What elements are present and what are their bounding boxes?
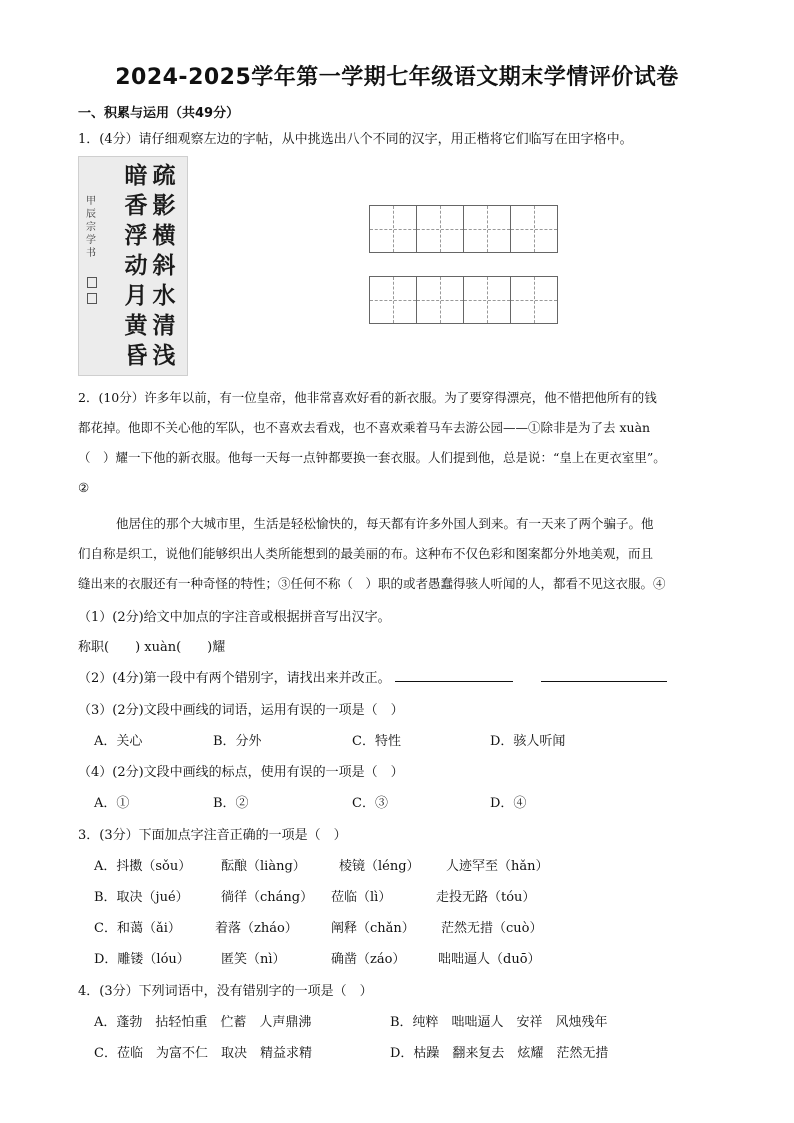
answer-blank[interactable] [395, 667, 513, 682]
calligraphy-char: 斜 [152, 252, 176, 279]
option-item: 酝酿（liàng） [221, 859, 306, 874]
section-heading: 一、积累与运用（共49分） [78, 106, 240, 121]
grid-cell[interactable] [463, 205, 511, 253]
writing-grid-row-2[interactable] [369, 276, 558, 324]
seal-icon [87, 293, 97, 304]
calligraphy-char: 动 [124, 252, 148, 279]
q2-passage-line: 缝出来的衣服还有一种奇怪的特性；③任何不称（ ）职的或者愚蠢得骇人听闻的人，都看不见这衣服。④ [78, 576, 666, 591]
calligraphy-char: 黄 [124, 312, 148, 339]
option[interactable]: B．分外 [213, 734, 262, 749]
calligraphy-char: 月 [124, 282, 148, 309]
signature-char: 宗 [86, 222, 96, 233]
grid-cell[interactable] [416, 276, 464, 324]
option[interactable]: B．② [213, 796, 249, 811]
seal-icon [87, 277, 97, 288]
option-item: 确凿（záo） [331, 952, 406, 967]
writing-grid-row-1[interactable] [369, 205, 558, 253]
signature-char: 书 [86, 248, 96, 259]
q2-passage-line: 2．(10分）许多年以前，有一位皇帝，他非常喜欢好看的新衣服。为了要穿得漂亮，他不惜把他所有的钱 [78, 390, 657, 405]
q2-sub3: （3）(2分)文段中画线的词语，运用有误的一项是（ ） [78, 703, 404, 718]
q2-sub2 [78, 667, 667, 686]
calligraphy-char: 疏 [152, 162, 176, 189]
q2-passage-line: 都花掉。他即不关心他的军队，也不喜欢去看戏，也不喜欢乘着马车去游公园——①除非是为了去 xuàn [78, 420, 651, 435]
grid-cell[interactable] [510, 276, 558, 324]
q2-passage-line: 们自称是织工，说他们能够织出人类所能想到的最美丽的布。这种布不仅色彩和图案都分外地美观，而且 [78, 546, 654, 561]
calligraphy-char: 横 [152, 222, 176, 249]
answer-blank[interactable] [541, 667, 667, 682]
option[interactable]: A．关心 [94, 734, 143, 749]
option[interactable]: C．莅临 为富不仁 取决 精益求精 [94, 1046, 312, 1061]
q2-passage-line: （ ）耀一下他的新衣服。他每一天每一点钟都要换一套衣服。人们提到他，总是说：“皇上在更衣室里”。 [78, 450, 666, 465]
calligraphy-image [78, 156, 188, 376]
q2-passage-line: 他居住的那个大城市里，生活是轻松愉快的，每天都有许多外国人到来。有一天来了两个骗子。他 [116, 516, 654, 531]
option[interactable]: B．取决（jué） [94, 890, 189, 905]
calligraphy-char: 清 [152, 312, 176, 339]
q2-sub1-fill[interactable]: 称职( ) xuàn( )耀 [78, 640, 226, 655]
option-item: 阐释（chǎn） [331, 921, 415, 936]
option-item: 棱镜（léng） [339, 859, 420, 874]
calligraphy-column-2 [123, 161, 149, 371]
calligraphy-char: 昏 [124, 342, 148, 369]
grid-cell[interactable] [369, 205, 417, 253]
calligraphy-char: 浮 [124, 222, 148, 249]
option[interactable]: A．蓬勃 拈轻怕重 伫蓄 人声鼎沸 [94, 1015, 312, 1030]
option-item: 匿笑（nì） [221, 952, 286, 967]
option[interactable]: C．特性 [352, 734, 401, 749]
grid-cell[interactable] [416, 205, 464, 253]
option-item: 走投无路（tóu） [436, 890, 536, 905]
option-item: 莅临（lì） [331, 890, 392, 905]
q4-stem: 4．(3分）下列词语中，没有错别字的一项是（ ） [78, 984, 373, 999]
option[interactable]: C．和蔼（ǎi） [94, 921, 181, 936]
page-title: 2024-2025学年第一学期七年级语文期末学情评价试卷 [115, 65, 679, 90]
signature-char: 甲 [86, 196, 96, 207]
calligraphy-char: 香 [124, 192, 148, 219]
calligraphy-char: 水 [152, 282, 176, 309]
grid-cell[interactable] [510, 205, 558, 253]
signature-char: 辰 [86, 209, 96, 220]
q3-stem: 3．(3分）下面加点字注音正确的一项是（ ） [78, 828, 347, 843]
calligraphy-char: 浅 [152, 342, 176, 369]
option[interactable]: D．④ [490, 796, 527, 811]
calligraphy-column-1 [151, 161, 177, 371]
option-item: 人迹罕至（hǎn） [446, 859, 549, 874]
option-item: 着落（zháo） [215, 921, 298, 936]
q2-sub4: （4）(2分)文段中画线的标点，使用有误的一项是（ ） [78, 765, 404, 780]
grid-cell[interactable] [463, 276, 511, 324]
calligraphy-char: 暗 [124, 162, 148, 189]
calligraphy-signature [85, 195, 97, 260]
option[interactable]: A．① [94, 796, 130, 811]
option[interactable]: C．③ [352, 796, 388, 811]
q1-stem: 1．(4分）请仔细观察左边的字帖，从中挑选出八个不同的汉字，用正楷将它们临写在田字格中。 [78, 132, 633, 147]
option[interactable]: A．抖擞（sǒu） [94, 859, 192, 874]
signature-char: 学 [86, 235, 96, 246]
option-item: 咄咄逼人（duō） [438, 952, 541, 967]
grid-cell[interactable] [369, 276, 417, 324]
q2-sub1: （1）(2分)给文中加点的字注音或根据拼音写出汉字。 [78, 610, 391, 625]
calligraphy-char: 影 [152, 192, 176, 219]
option[interactable]: B．纯粹 咄咄逼人 安祥 风烛残年 [390, 1015, 608, 1030]
q2-sub2-text: （2）(4分)第一段中有两个错别字，请找出来并改正。 [78, 671, 391, 686]
q2-passage-line: ② [78, 480, 90, 495]
option-item: 茫然无措（cuò） [441, 921, 543, 936]
option[interactable]: D．骇人听闻 [490, 734, 566, 749]
option[interactable]: D．枯躁 翻来复去 炫耀 茫然无措 [390, 1046, 609, 1061]
option[interactable]: D．雕镂（lóu） [94, 952, 190, 967]
option-item: 徜徉（cháng） [221, 890, 314, 905]
